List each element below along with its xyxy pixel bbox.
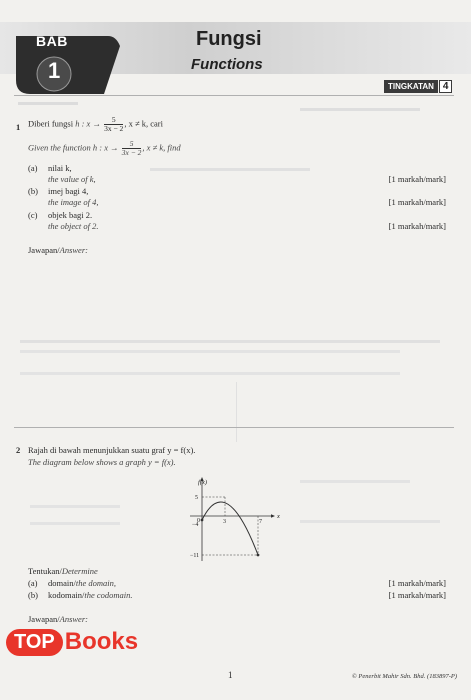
- q2-part-b-label: (b): [28, 590, 38, 600]
- q2-part-b-text: kodomain/the codomain.: [48, 590, 133, 600]
- chapter-badge: [16, 30, 124, 94]
- q1-part-a-ms: nilai k,: [48, 163, 72, 173]
- header-divider: [14, 95, 454, 96]
- q1-part-a-marks: [1 markah/mark]: [388, 174, 446, 184]
- chapter-label: BAB: [36, 33, 68, 49]
- q2-stem-ms: Rajah di bawah menunjukkan suatu graf y = f(x).: [28, 445, 196, 455]
- x-axis-label: x: [277, 513, 280, 520]
- q2-determine: Tentukan/Determine: [28, 566, 98, 576]
- form-level-label: TINGKATAN: [384, 80, 438, 93]
- q1-stem-ms: Diberi fungsi h : x → $\frac{5}{3x - 2}$ , x ≠ k, cari: [28, 115, 163, 133]
- q1-number: 1: [16, 122, 21, 132]
- endpoint-right: [257, 554, 260, 557]
- q1-fraction-en: $\frac{5}{3x - 2}$: [121, 139, 142, 157]
- q2-answer-label: Jawapan/Answer:: [28, 614, 88, 624]
- q1-part-a-en: the value of k,: [48, 174, 96, 184]
- q1-part-c-en: the object of 2.: [48, 221, 99, 231]
- chapter-title: Fungsi: [196, 28, 262, 50]
- y-tick-5: 5: [195, 495, 198, 501]
- q1-fraction: $\frac{5}{3x - 2}$: [104, 115, 124, 133]
- x-tick-7: 7: [259, 519, 262, 525]
- q1-part-b-ms: imej bagi 4,: [48, 186, 89, 196]
- page-number: 1: [228, 670, 233, 680]
- endpoint-left: [201, 519, 204, 522]
- logo-books-text: Books: [64, 628, 139, 655]
- q1-answer-label: Jawapan/Answer:: [28, 245, 88, 255]
- q1-part-c-marks: [1 markah/mark]: [388, 221, 446, 231]
- q1-part-b-en: the image of 4,: [48, 197, 99, 207]
- q2-number: 2: [16, 445, 21, 455]
- function-graph: [180, 475, 285, 565]
- x-tick-0: 0: [197, 518, 200, 524]
- q1-part-c-ms: objek bagi 2.: [48, 210, 93, 220]
- copyright-notice: © Penerbit Mahir Sdn. Bhd. (183897-P): [351, 673, 457, 680]
- q2-part-b-marks: [1 markah/mark]: [388, 590, 446, 600]
- form-level-number: 4: [439, 80, 453, 93]
- q2-part-a-label: (a): [28, 578, 38, 588]
- topbooks-logo: [6, 628, 138, 656]
- x-tick-3: 3: [223, 519, 226, 525]
- q1-part-a-label: (a): [28, 163, 38, 173]
- chapter-subtitle: Functions: [191, 56, 263, 73]
- chapter-header: [0, 0, 471, 92]
- question-divider: [14, 427, 454, 428]
- logo-top-text: TOP: [6, 629, 63, 656]
- q1-part-b-label: (b): [28, 186, 38, 196]
- form-level-badge: [384, 80, 452, 93]
- q2-part-a-marks: [1 markah/mark]: [388, 578, 446, 588]
- q1-part-c-label: (c): [28, 210, 38, 220]
- y-tick-neg4: −4: [192, 522, 199, 528]
- q1-part-b-marks: [1 markah/mark]: [388, 197, 446, 207]
- x-axis-arrow: [271, 514, 275, 517]
- chapter-number: 1: [48, 58, 61, 83]
- q2-part-a-text: domain/the domain,: [48, 578, 116, 588]
- y-tick-neg11: −11: [190, 553, 200, 559]
- q2-stem-en: The diagram below shows a graph y = f(x).: [28, 457, 176, 467]
- q1-stem-en: Given the function h : x → $\frac{5}{3x - 2}$ , x ≠ k, find: [28, 139, 181, 157]
- y-axis-label: f(x): [198, 479, 208, 486]
- function-curve: [202, 502, 258, 555]
